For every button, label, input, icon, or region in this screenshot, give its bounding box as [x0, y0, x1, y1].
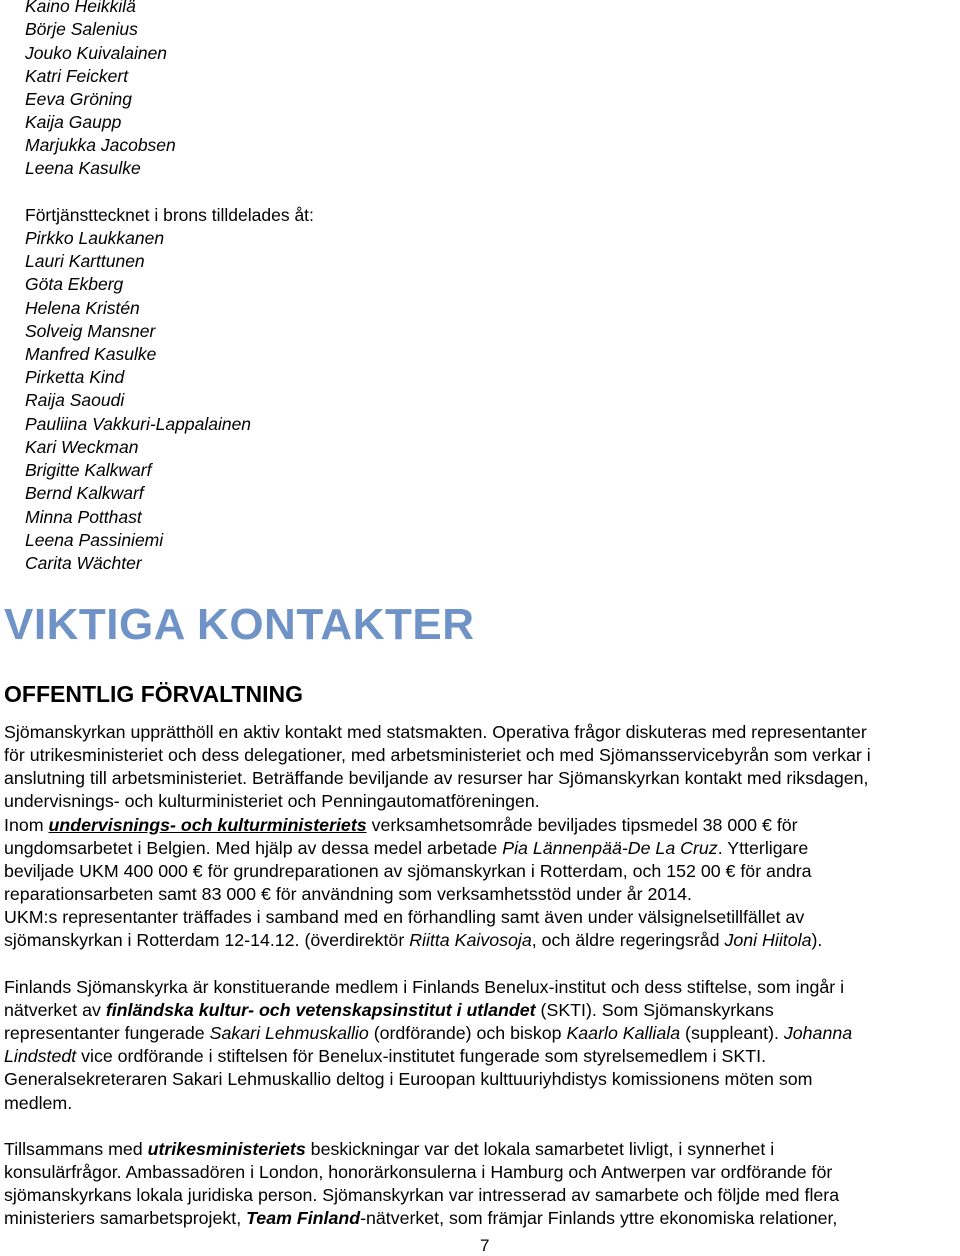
text-run: (SKTI). Som Sjömanskyrkans [535, 1000, 774, 1020]
text-line: Generalsekreteraren Sakari Lehmuskallio deltog i Euroopan kulttuuriyhdistys komissionens möten som [4, 1069, 813, 1089]
list-item: Eeva Gröning [25, 89, 133, 109]
ministry-name: utrikesministeriets [147, 1139, 306, 1159]
text-run: beskickningar var det lokala samarbetet livligt, i synnerhet i [305, 1139, 775, 1159]
text-run: (suppleant). [680, 1023, 784, 1043]
text-line [4, 814, 798, 837]
text-run: , och äldre regeringsråd [531, 930, 725, 950]
list-item: Carita Wächter [25, 553, 142, 573]
text-line: beviljade UKM 400 000 € för grundreparationen av sjömanskyrkan i Rotterdam, och 152 00 € för andra [4, 861, 812, 881]
text-line: undervisnings- och kulturministeriet och Penningautomatföreningen. [4, 791, 540, 811]
text-line: för utrikesministeriet och dess delegationer, med arbetsministeriet och med Sjömansservicebyrån som verkar i [4, 745, 871, 765]
text-run: . Ytterligare [717, 838, 809, 858]
text-line: konsulärfrågor. Ambassadören i London, honorärkonsulerna i Hamburg och Antwerpen var ordförande för [4, 1162, 833, 1182]
section-title: VIKTIGA KONTAKTER [4, 600, 475, 649]
text-line: anslutning till arbetsministeriet. Beträffande beviljande av resurser har Sjömanskyrkan kontakt med riksdagen, [4, 768, 869, 788]
text-run: ). [811, 930, 823, 950]
text-line [4, 837, 808, 860]
bronze-intro: Förtjänsttecknet i brons tilldelades åt: [25, 205, 314, 225]
text-line: UKM:s representanter träffades i samband med en förhandling samt även under välsignelsetillfället av [4, 907, 805, 927]
person-name: Sakari Lehmuskallio [209, 1023, 369, 1043]
list-item: Katri Feickert [25, 66, 129, 86]
list-item: Pirketta Kind [25, 367, 125, 387]
list-item: Pauliina Vakkuri-Lappalainen [25, 414, 252, 434]
text-line [4, 1207, 837, 1230]
list-item: Leena Kasulke [25, 158, 141, 178]
page-number: 7 [480, 1236, 490, 1255]
text-run: verksamhetsområde beviljades tipsmedel 38 000 € för [366, 815, 798, 835]
list-item: Minna Potthast [25, 507, 142, 527]
list-item: Helena Kristén [25, 298, 140, 318]
list-item: Jouko Kuivalainen [25, 43, 168, 63]
text-line: reparationsarbeten samt 83 000 € för användning som verksamhetsstöd under år 2014. [4, 884, 692, 904]
text-line: medlem. [4, 1093, 73, 1113]
text-run: ungdomsarbetet i Belgien. Med hjälp av dessa medel arbetade [4, 838, 503, 858]
list-item: Leena Passiniemi [25, 530, 164, 550]
text-run: nätverket av [4, 1000, 106, 1020]
list-item: Kaino Heikkilä [25, 0, 136, 16]
list-item: Bernd Kalkwarf [25, 483, 144, 503]
text-run: representanter fungerade [4, 1023, 210, 1043]
network-name: Team Finland [246, 1208, 361, 1228]
list-item: Kaija Gaupp [25, 112, 122, 132]
list-item: Manfred Kasulke [25, 344, 157, 364]
network-name: finländska kultur- och vetenskapsinstitut i utlandet [105, 1000, 536, 1020]
person-name: Johanna [783, 1023, 853, 1043]
text-run: sjömanskyrkan i Rotterdam 12-14.12. (överdirektör [4, 930, 410, 950]
text-run: Inom [4, 815, 49, 835]
text-line [4, 1045, 766, 1068]
list-item: Marjukka Jacobsen [25, 135, 176, 155]
list-item: Brigitte Kalkwarf [25, 460, 152, 480]
text-line: sjömanskyrkans lokala juridiska person. Sjömanskyrkan var intresserad av samarbete och följde med flera [4, 1185, 840, 1205]
section-subtitle: OFFENTLIG FÖRVALTNING [4, 681, 303, 707]
text-run: ministeriers samarbetsprojekt, [4, 1208, 247, 1228]
list-item: Kari Weckman [25, 437, 139, 457]
person-name: Kaarlo Kalliala [566, 1023, 681, 1043]
text-line: Finlands Sjömanskyrka är konstituerande medlem i Finlands Benelux-institut och dess stiftelse, som ingår i [4, 977, 845, 997]
person-name: Lindstedt [4, 1046, 77, 1066]
text-run: -nätverket, som främjar Finlands yttre ekonomiska relationer, [360, 1208, 838, 1228]
person-name: Riitta Kaivosoja [409, 930, 532, 950]
list-item: Lauri Karttunen [25, 251, 145, 271]
person-name: Joni Hiitola [724, 930, 812, 950]
list-item: Raija Saoudi [25, 390, 125, 410]
text-line [4, 929, 822, 952]
text-run: (ordförande) och biskop [368, 1023, 567, 1043]
text-run: vice ordförande i stiftelsen för Benelux-institutet fungerade som styrelsemedlem i SKTI. [76, 1046, 767, 1066]
text-line [4, 1022, 852, 1045]
list-item: Solveig Mansner [25, 321, 156, 341]
text-line [4, 1138, 774, 1161]
text-line: Sjömanskyrkan upprätthöll en aktiv kontakt med statsmakten. Operativa frågor diskuteras med representanter [4, 722, 867, 742]
list-item: Göta Ekberg [25, 274, 124, 294]
text-run: Tillsammans med [4, 1139, 148, 1159]
text-line [4, 999, 774, 1022]
ministry-name: undervisnings- och kulturministeriets [48, 815, 367, 835]
person-name: Pia Lännenpää-De La Cruz [502, 838, 718, 858]
list-item: Pirkko Laukkanen [25, 228, 165, 248]
list-item: Börje Salenius [25, 19, 138, 39]
